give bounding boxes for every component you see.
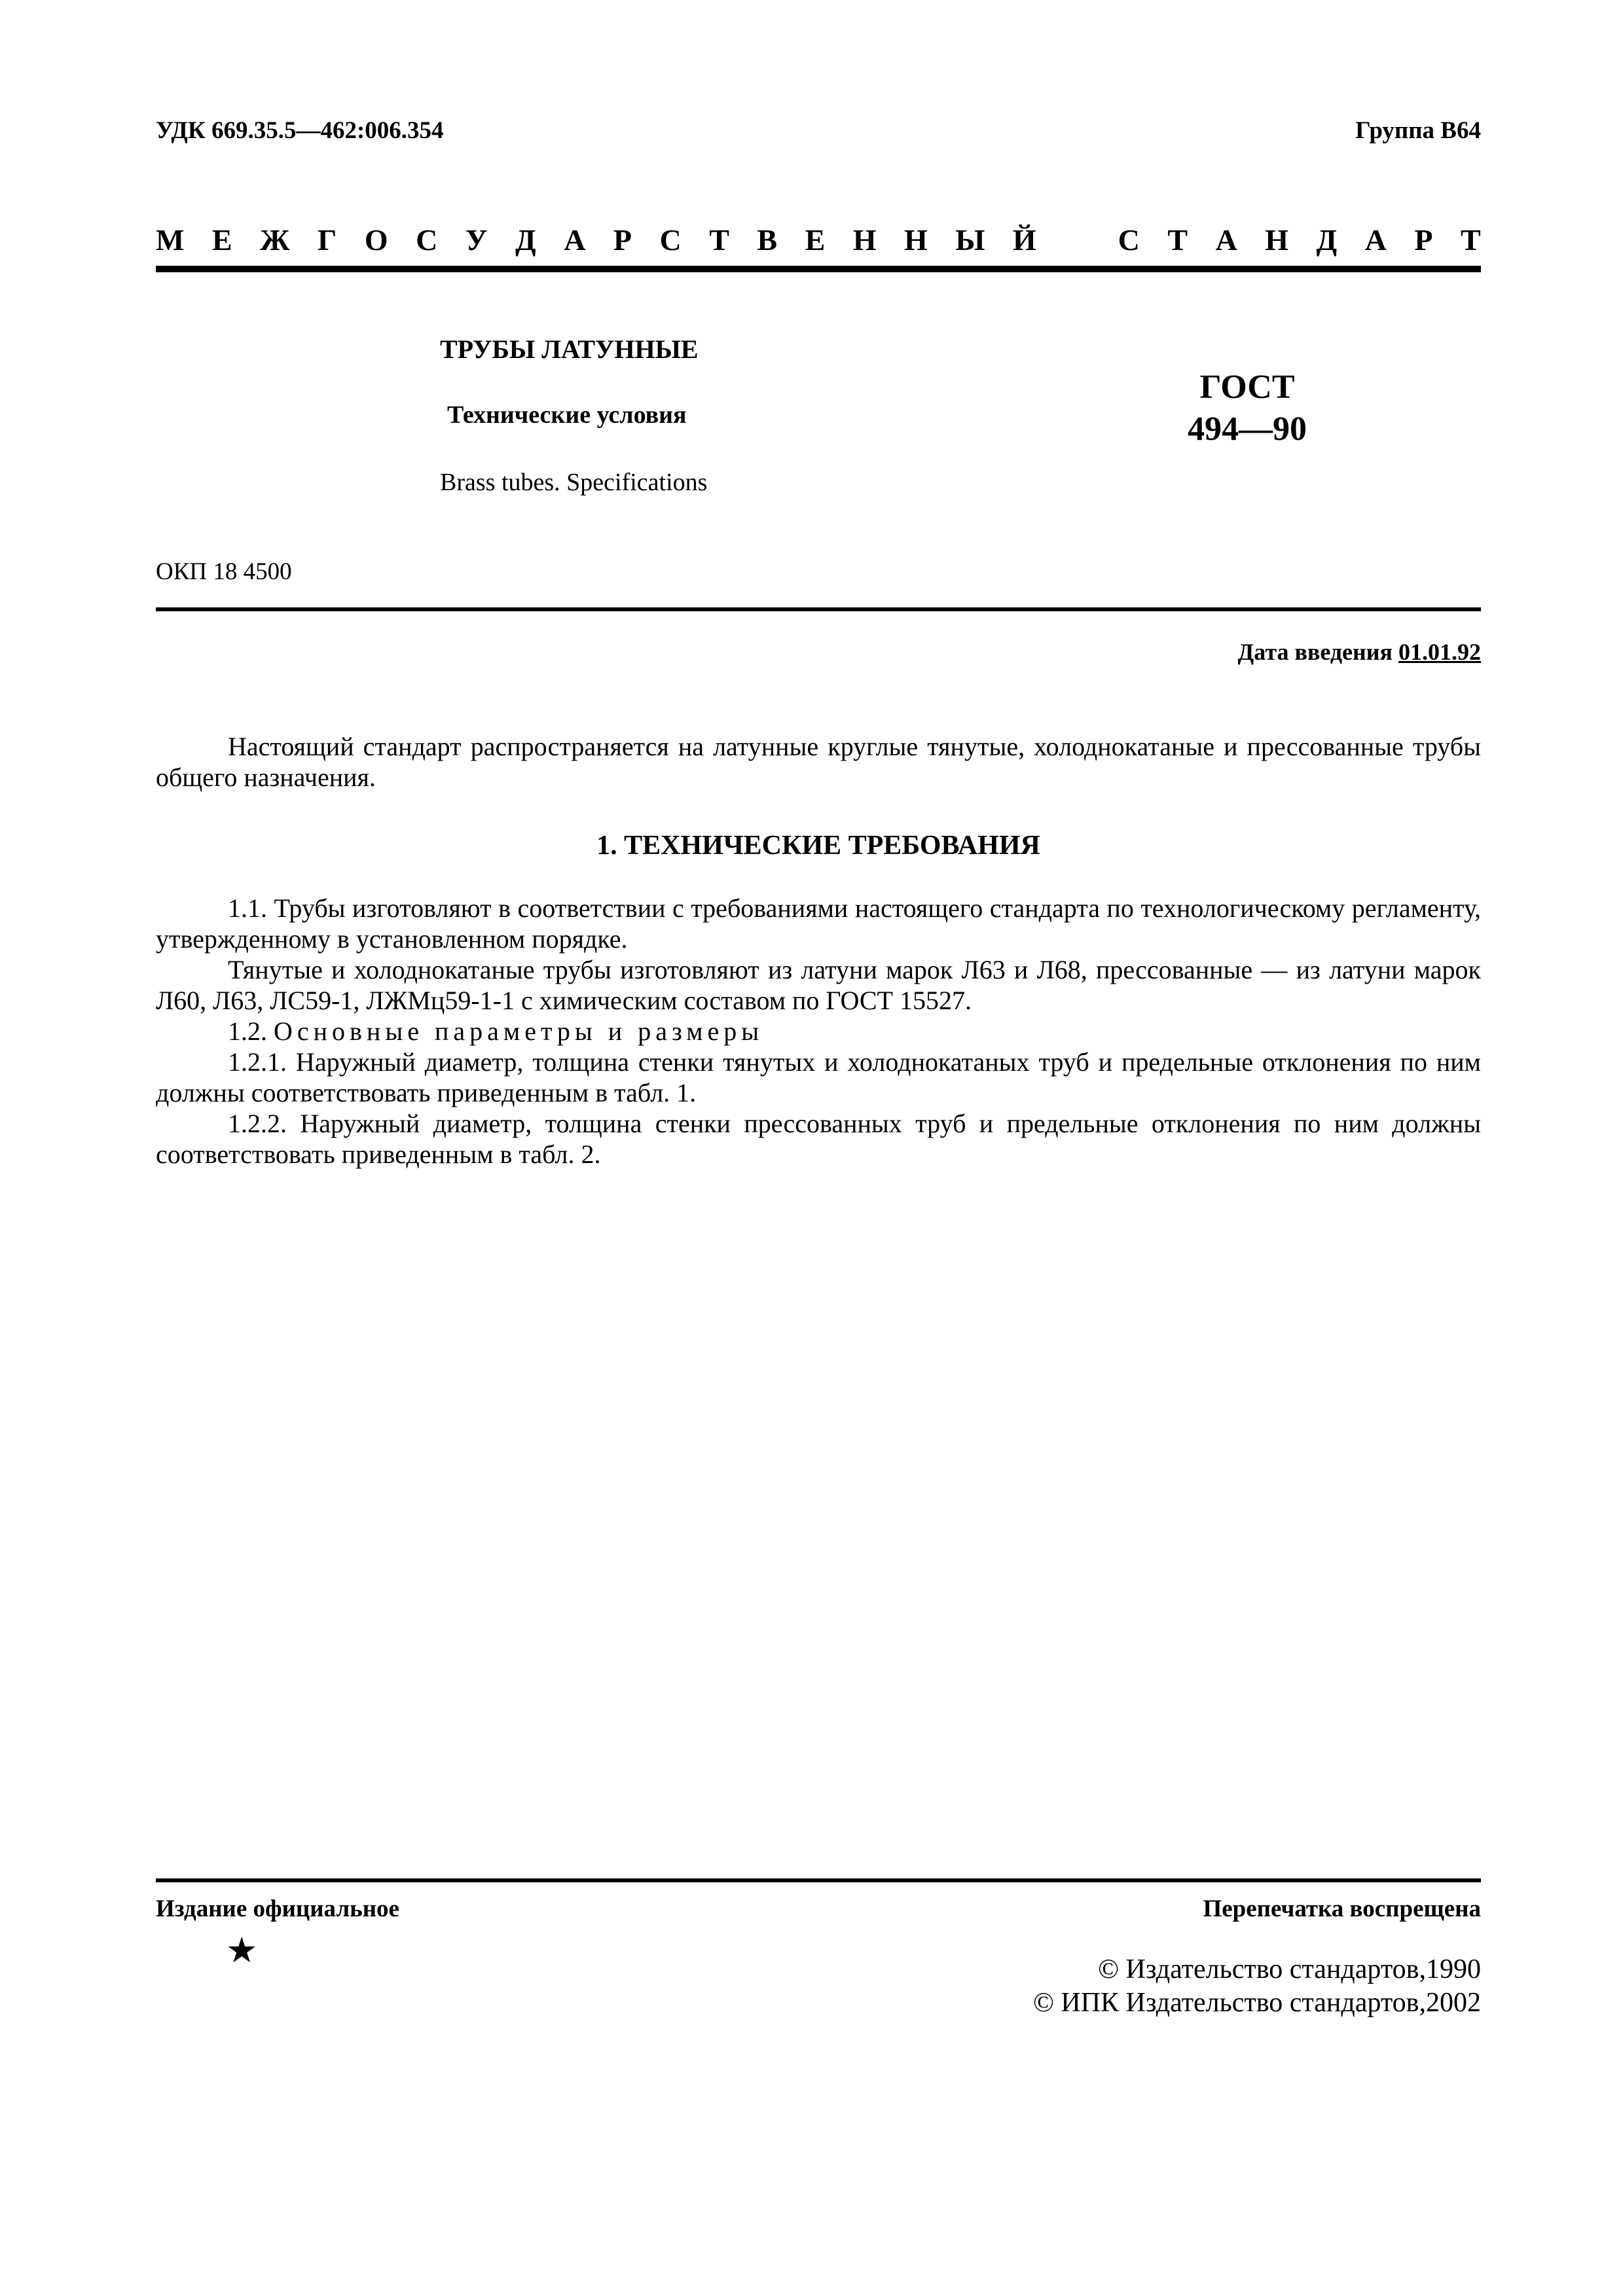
footer-rule: [156, 1878, 1481, 1882]
banner-letter: С: [659, 223, 682, 257]
introduction-date: [1238, 638, 1482, 666]
star-icon: ★: [226, 1931, 258, 1970]
gost-label: ГОСТ: [1199, 368, 1295, 406]
banner-letter: У: [465, 223, 488, 257]
banner-letter: Д: [1316, 223, 1338, 257]
banner-letter: О: [364, 223, 388, 257]
banner-letter: А: [1215, 223, 1237, 257]
banner-letter: Е: [805, 223, 826, 257]
paragraph-1-2-2: 1.2.2. Наружный диаметр, толщина стенки прессованных труб и предельные отклонения по ним должны соответствовать приведенным в табл. 2.: [156, 1109, 1481, 1169]
official-edition: Издание официальное: [156, 1895, 399, 1922]
copyright-2002: © ИПК Издательство стандартов,2002: [1032, 1988, 1481, 2018]
paragraph-materials: Тянутые и холоднокатаные трубы изготовляют из латуни марок Л63 и Л68, прессованные — из латуни марок Л60, Л63, ЛС59-1, ЛЖМц59-1-1 с химическим составом по ГОСТ 15527.: [156, 955, 1481, 1015]
paragraph-1-2-number: 1.2.: [228, 1016, 267, 1046]
banner-letter: Е: [211, 223, 232, 257]
banner-letter: А: [1364, 223, 1387, 257]
paragraph-1-2-title: Основные параметры и размеры: [274, 1016, 764, 1046]
banner-letter: Р: [1414, 223, 1433, 257]
banner-letter: Ж: [260, 223, 290, 257]
date-value: 01.01.92: [1398, 639, 1481, 665]
paragraph-1-1: 1.1. Трубы изготовляют в соответствии с требованиями настоящего стандарта по технологическому регламенту, утвержденному в установленном порядке.: [156, 893, 1481, 954]
banner-letter: Н: [1265, 223, 1289, 257]
section-heading: 1. ТЕХНИЧЕСКИЕ ТРЕБОВАНИЯ: [596, 831, 1040, 861]
copyright-1990: © Издательство стандартов,1990: [1098, 1954, 1481, 1984]
intro-paragraph: Настоящий стандарт распространяется на латунные круглые тянутые, холоднокатаные и прессованные трубы общего назначения.: [156, 732, 1481, 792]
paragraph-1-2: [156, 1016, 1481, 1047]
banner-letter: Т: [709, 223, 729, 257]
paragraph-1-2-1: 1.2.1. Наружный диаметр, толщина стенки тянутых и холоднокатаных труб и предельные отклонения по ним должны соответствовать приведенным в табл. 1.: [156, 1047, 1481, 1107]
banner-letter: С: [416, 223, 438, 257]
gost-code: 494—90: [1188, 410, 1307, 448]
banner-letter: Т: [1461, 223, 1481, 257]
banner-letter: С: [1118, 223, 1140, 257]
reprint-prohibited: Перепечатка воспрещена: [1203, 1895, 1481, 1922]
banner-letter: Н: [904, 223, 928, 257]
banner-rule: [156, 266, 1481, 272]
banner-letter: Н: [852, 223, 877, 257]
banner-letter: Р: [613, 223, 632, 257]
interstate-standard-banner: [156, 223, 1481, 257]
banner-letter: Т: [1167, 223, 1188, 257]
document-title: ТРУБЫ ЛАТУННЫЕ: [440, 334, 699, 364]
banner-letter: Ы: [955, 223, 985, 257]
okp-code: ОКП 18 4500: [156, 558, 292, 585]
english-title: Brass tubes. Specifications: [440, 469, 708, 496]
document-subtitle: Технические условия: [447, 401, 687, 429]
banner-letter: Д: [515, 223, 536, 257]
gost-number: [1159, 367, 1336, 450]
banner-letter: В: [757, 223, 778, 257]
banner-letter: Й: [1012, 223, 1036, 257]
okp-rule: [156, 607, 1481, 611]
banner-gap: [1064, 223, 1090, 257]
banner-letter: А: [564, 223, 586, 257]
udk-code: УДК 669.35.5—462:006.354: [156, 117, 444, 144]
date-label: Дата введения: [1237, 639, 1393, 665]
banner-letter: М: [156, 223, 185, 257]
group-code: Группа В64: [1355, 117, 1481, 144]
banner-letter: Г: [318, 223, 337, 257]
